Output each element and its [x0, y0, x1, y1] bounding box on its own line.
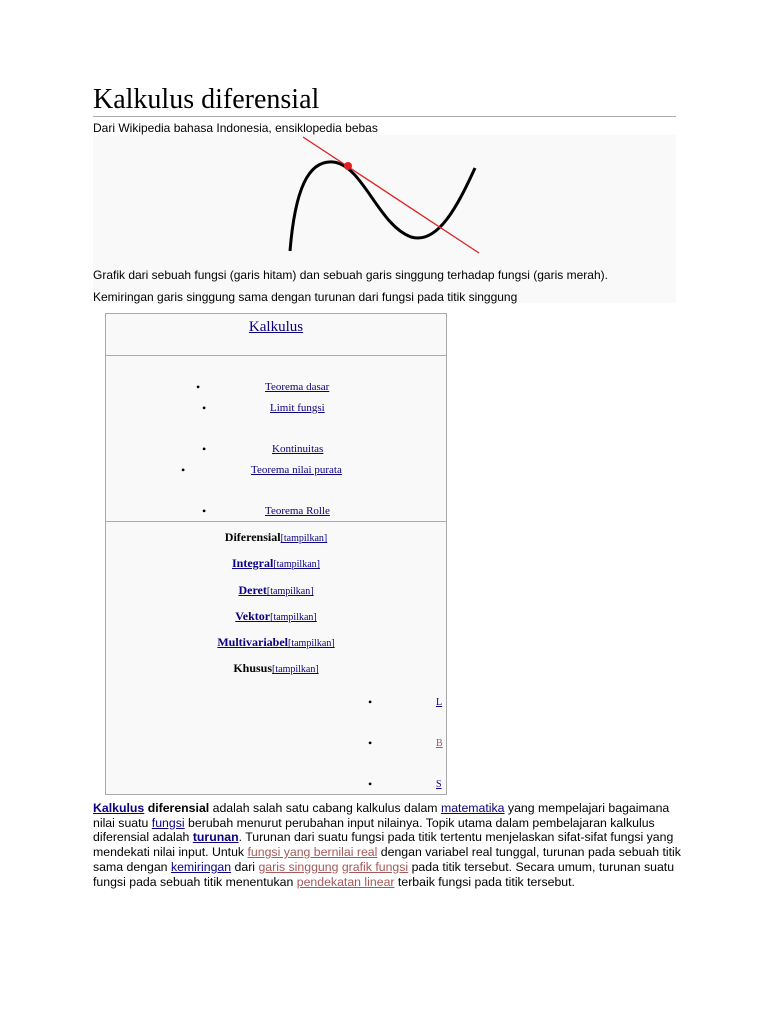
link-garis-singgung[interactable]: garis singgung [258, 859, 339, 874]
text: dari [231, 859, 259, 874]
section-heading-diferensial: Diferensial [224, 530, 281, 544]
text: terbaik fungsi pada titik tersebut. [394, 874, 575, 889]
text: adalah salah satu cabang kalkulus dalam [209, 801, 441, 815]
toggle-khusus[interactable]: [tampilkan] [272, 664, 319, 675]
section-diferensial [106, 530, 446, 545]
section-khusus [106, 661, 446, 676]
bullet-icon: • [202, 504, 207, 518]
link-fungsi[interactable]: fungsi [151, 815, 185, 830]
link-kontinuitas[interactable]: Kontinuitas [272, 443, 324, 455]
link-matematika[interactable]: matematika [440, 801, 505, 815]
link-fungsi-bernilai-real[interactable]: fungsi yang bernilai real [247, 845, 378, 860]
calculus-infobox [105, 313, 447, 795]
figure-caption-line2: Kemiringan garis singgung sama dengan turunan dari fungsi pada titik singgung [93, 290, 518, 304]
toggle-multivariabel[interactable]: [tampilkan] [288, 638, 335, 649]
link-limit-fungsi[interactable]: Limit fungsi [270, 402, 325, 414]
section-heading-khusus: Khusus [233, 661, 273, 675]
toggle-vektor[interactable]: [tampilkan] [270, 612, 317, 623]
section-integral [106, 556, 446, 571]
section-heading-deret[interactable]: Deret [238, 583, 267, 597]
infobox-divider [106, 355, 446, 356]
bold-term: diferensial [147, 801, 210, 815]
link-turunan[interactable]: turunan [192, 830, 239, 845]
section-heading-vektor[interactable]: Vektor [235, 609, 271, 623]
toggle-integral[interactable]: [tampilkan] [273, 559, 320, 570]
section-heading-integral[interactable]: Integral [232, 556, 274, 570]
link-kalkulus[interactable]: Kalkulus [93, 801, 145, 815]
link-pendekatan-linear[interactable]: pendekatan linear [296, 874, 395, 889]
section-vektor [106, 609, 446, 624]
text: dengan variabel real tunggal, turunan pada sebuah titik sama dengan [93, 845, 681, 874]
section-deret [106, 583, 446, 598]
navbox-link-bicara[interactable]: B [436, 738, 443, 749]
text: yang mempelajari bagaimana nilai suatu [93, 801, 670, 830]
navbox-link-sunting[interactable]: S [436, 779, 442, 790]
bullet-icon: • [196, 380, 201, 394]
toggle-diferensial[interactable]: [tampilkan] [280, 533, 328, 544]
bullet-icon: • [202, 442, 207, 456]
tangent-line [303, 137, 479, 253]
section-heading-multivariabel[interactable]: Multivariabel [217, 635, 288, 649]
link-kemiringan[interactable]: kemiringan [170, 859, 232, 874]
bullet-icon: • [202, 401, 207, 415]
bullet-icon: • [368, 736, 373, 750]
function-curve [290, 162, 475, 251]
text: berubah menurut perubahan input nilainya. Topik utama dalam pembelajaran kalkulus diferensial adalah [93, 815, 655, 845]
navbox-link-lihat[interactable]: L [436, 697, 443, 708]
title-divider [93, 116, 676, 117]
infobox-divider [106, 521, 446, 522]
link-teorema-nilai-purata[interactable]: Teorema nilai purata [251, 464, 342, 476]
article-intro-paragraph [93, 801, 683, 889]
bullet-icon: • [368, 695, 373, 709]
page-subtitle: Dari Wikipedia bahasa Indonesia, ensiklopedia bebas [93, 121, 378, 135]
link-teorema-rolle[interactable]: Teorema Rolle [265, 505, 330, 517]
text: . Turunan dari suatu fungsi pada titik tertentu menjelaskan sifat-sifat fungsi yang mendekati nilai input. Untuk [93, 830, 674, 860]
bullet-icon: • [368, 777, 373, 791]
toggle-deret[interactable]: [tampilkan] [266, 586, 314, 597]
figure-caption-line1: Grafik dari sebuah fungsi (garis hitam) dan sebuah garis singgung terhadap fungsi (garis merah). [93, 268, 608, 282]
infobox-title[interactable]: Kalkulus [248, 319, 304, 335]
bullet-icon: • [181, 463, 186, 477]
link-teorema-dasar[interactable]: Teorema dasar [265, 381, 330, 393]
page-title: Kalkulus diferensial [93, 84, 320, 115]
tangent-point [344, 162, 352, 170]
link-grafik-fungsi[interactable]: grafik fungsi [341, 859, 409, 874]
section-multivariabel [106, 635, 446, 650]
text: pada titik tersebut. Secara umum, turunan suatu fungsi pada sebuah titik menentukan [93, 859, 675, 889]
